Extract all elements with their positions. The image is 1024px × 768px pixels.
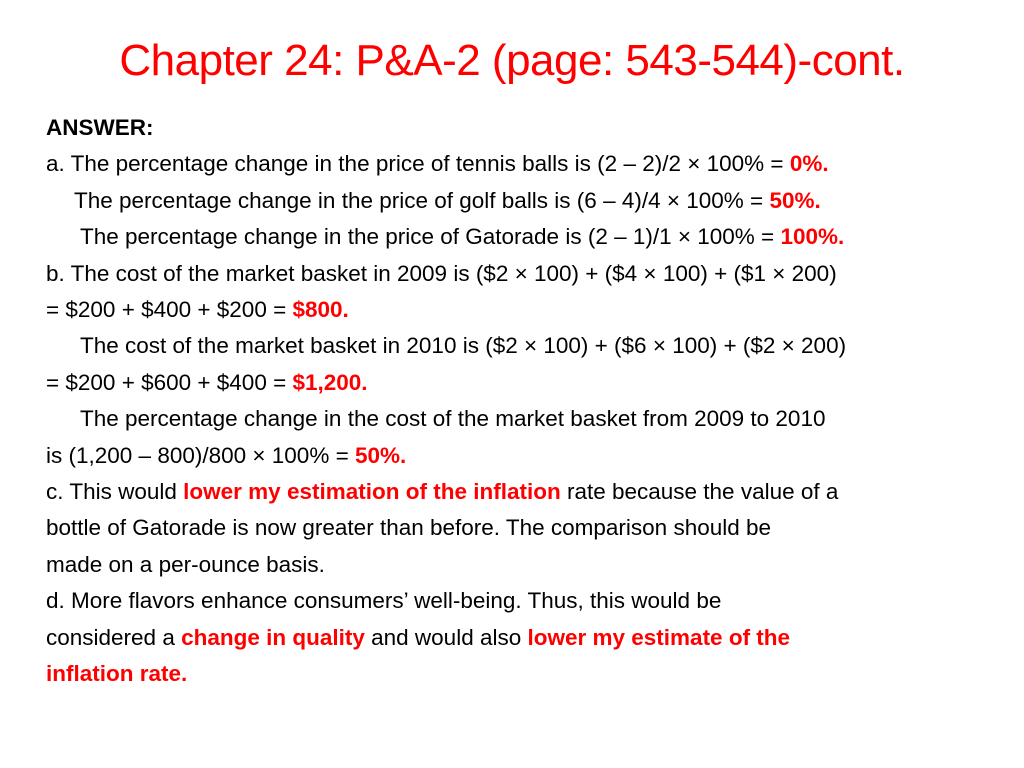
text-segment: = $200 + $400 + $200 = xyxy=(46,297,293,323)
answer-line-d1 xyxy=(46,583,1006,619)
highlight-segment: 100%. xyxy=(780,224,845,250)
highlight-segment: $1,200. xyxy=(292,369,368,395)
text-segment: The percentage change in the price of Gatorade is (2 – 1)/1 × 100% = xyxy=(80,224,781,250)
text-segment: d. More flavors enhance consumers’ well-being. Thus, this would be xyxy=(46,588,722,614)
text-segment: is (1,200 – 800)/800 × 100% = xyxy=(46,442,355,468)
answer-line-d3 xyxy=(46,656,1006,692)
text-segment: considered a xyxy=(46,624,182,650)
answer-line-b5 xyxy=(46,401,1006,437)
text-segment: bottle of Gatorade is now greater than before. The comparison should be xyxy=(46,515,772,541)
answer-line-a2 xyxy=(46,183,1006,219)
answer-line-b1 xyxy=(46,256,1006,292)
text-segment: c. This would xyxy=(46,479,184,505)
answer-line-b4 xyxy=(46,365,1006,401)
highlight-segment: 0%. xyxy=(789,151,829,177)
answer-line-c1 xyxy=(46,474,1006,510)
answer-label: ANSWER: xyxy=(46,115,154,140)
highlight-segment: lower my estimation of the inflation xyxy=(183,479,561,505)
answer-line-b6 xyxy=(46,438,1006,474)
text-segment: b. The cost of the market basket in 2009 is ($2 × 100) + ($4 × 100) + ($1 × 200) xyxy=(46,260,837,286)
text-segment: a. The percentage change in the price of tennis balls is (2 – 2)/2 × 100% = xyxy=(46,151,790,177)
answer-line-c3 xyxy=(46,547,1006,583)
answer-line-b2 xyxy=(46,292,1006,328)
highlight-segment: $800. xyxy=(292,297,349,323)
text-segment: The cost of the market basket in 2010 is ($2 × 100) + ($6 × 100) + ($2 × 200) xyxy=(80,333,847,359)
text-segment: rate because the value of a xyxy=(560,479,839,505)
text-segment: and would also xyxy=(364,624,528,650)
answer-line-a3 xyxy=(46,219,1006,255)
highlight-segment: inflation rate. xyxy=(46,661,188,687)
answer-body xyxy=(46,110,1006,693)
slide-title: Chapter 24: P&A-2 (page: 543-544)-cont. xyxy=(119,36,905,85)
text-segment: The percentage change in the cost of the market basket from 2009 to 2010 xyxy=(80,406,826,432)
answer-line-b3 xyxy=(46,328,1006,364)
answer-line-c2 xyxy=(46,510,1006,546)
highlight-segment: 50%. xyxy=(769,187,821,213)
highlight-segment: change in quality xyxy=(181,624,365,650)
highlight-segment: 50%. xyxy=(354,442,407,468)
answer-line-a1 xyxy=(46,146,1006,182)
text-segment: The percentage change in the price of golf balls is (6 – 4)/4 × 100% = xyxy=(74,187,770,213)
text-segment: made on a per-ounce basis. xyxy=(46,551,325,577)
answer-line-d2 xyxy=(46,620,1006,656)
highlight-segment: lower my estimate of the xyxy=(527,624,791,650)
text-segment: = $200 + $600 + $400 = xyxy=(46,369,293,395)
